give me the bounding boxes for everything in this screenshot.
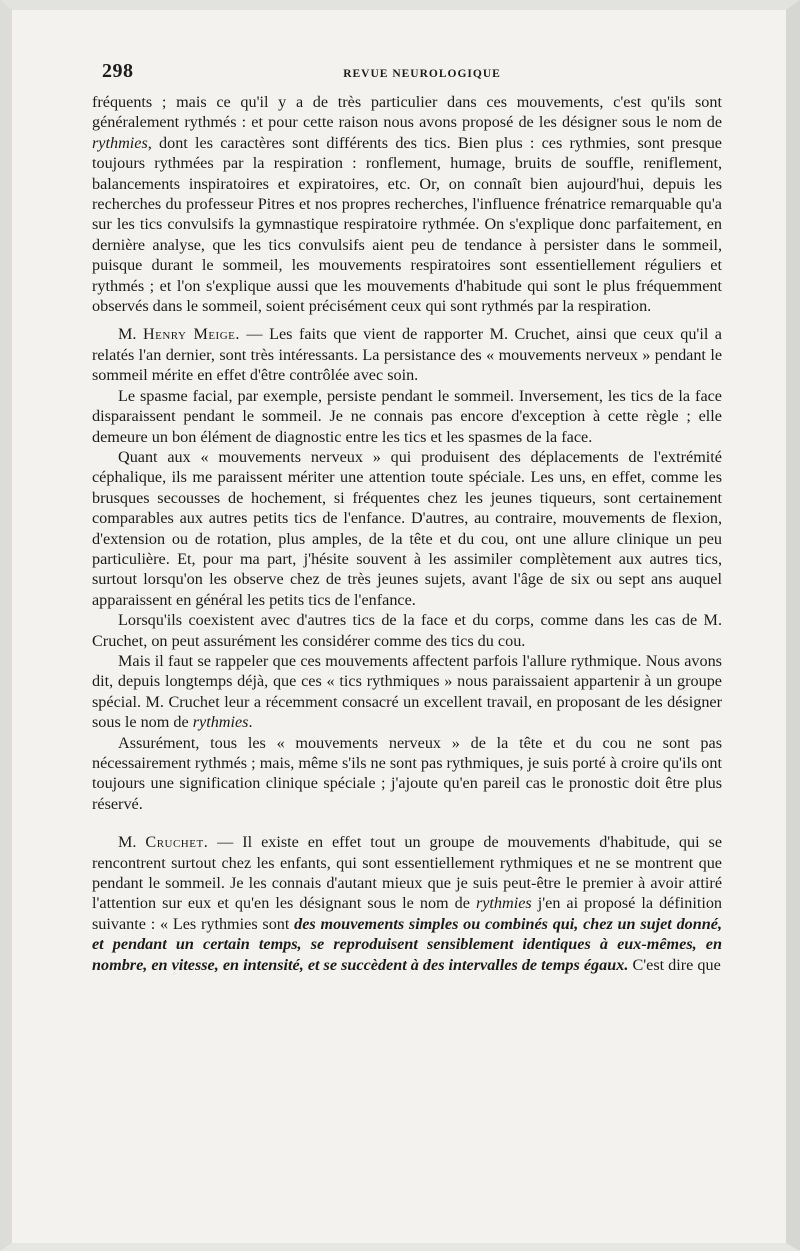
speaker-name-meige: Henry Meige. <box>142 325 240 344</box>
paragraph-rythmique <box>92 651 722 733</box>
paragraph-8-part-a: — Il existe en effet tout un groupe de mouvements d'habitude, qui se rencontrent surtout chez les enfants, qui sont essentiellement rythmiques et ne se montrent que pendant le sommeil. Je les connais d'autant mieux que je suis peut-être le premier à avoir attiré l'attention sur eux et qu'en les désignant sous le nom de <box>92 833 723 913</box>
paragraph-8-part-e: C'est dire que <box>628 955 721 974</box>
paragraph-6-part-a: Mais il faut se rappeler que ces mouvements affectent parfois l'allure rythmique. Nous avons dit, depuis longtemps déjà, que ces « tics rythmiques » nous paraissaient appartenir à un groupe spécial. M. Cruchet leur a récemment consacré un excellent travail, en proposant de les désigner sous le nom de <box>92 651 722 732</box>
speaker-title: M. <box>118 325 137 344</box>
paragraph-1-part-c: , dont les caractères sont différents des tics. Bien plus : ces rythmies, sont presque toujours rythmées par la respiration : ronflement, humage, bruits de souffle, reniflement, balancements inspiratoires et expiratoires, etc. Or, on connaît bien aujourd'hui, depuis les recherches du professeur Pitres et nos propres recherches, l'influence frénatrice remarquable qu'a sur les tics convulsifs la gymnastique respiratoire rythmée. On s'explique donc parfaitement, en dernière analyse, que les tics convulsifs aient peu de tendance à persister dans le sommeil, puisque durant le sommeil, les mouvements respiratoires sont essentiellement réguliers et rythmés ; et l'on s'explique aussi que les mouvements d'habitude qui sont le plus fréquemment observés dans le sommeil, soient précisément ceux qui sont rythmés par la respiration. <box>92 133 722 316</box>
paragraph-1-part-a: fréquents ; mais ce qu'il y a de très particulier dans ces mouvements, c'est qu'ils sont généralement rythmés : et pour cette raison nous avons proposé de les désigner sous le nom de <box>92 93 722 132</box>
paragraph-6-term: rythmies <box>192 713 249 732</box>
paragraph-quant-aux: Quant aux « mouvements nerveux » qui produisent des déplacements de l'extrémité céphalique, ils me paraissent mériter une attention toute spéciale. Les uns, en effet, comme les brusques secousses de hochement, si fréquentes chez les jeunes tiqueurs, sont certainement comparables aux autres petits tics de l'enfance. D'autres, au contraire, mouvements de flexion, d'extension ou de rotation, plus amples, de la tête et du cou, ont une allure clinique un peu particulière. Et, pour ma part, j'hésite souvent à les assimiler complètement aux autres tics, surtout lorsqu'on les observe chez de très jeunes sujets, avant l'âge de six ou sept ans auquel apparaissent en général les petits tics de l'enfance. <box>92 447 722 609</box>
paragraph-8-term: rythmies <box>475 894 532 913</box>
paragraph-meige-text: — Les faits que vient de rapporter M. Cruchet, ainsi que ceux qu'il a relatés l'an dernier, sont très intéressants. La persistance des « mouvements nerveux » pendant le sommeil mérite en effet d'être contrôlée avec soin. <box>92 325 722 385</box>
document-page <box>92 52 722 1212</box>
paragraph-6-part-c: . <box>248 713 253 732</box>
running-head <box>92 52 722 92</box>
paragraph-cruchet <box>92 832 722 975</box>
paragraph-coexistent: Lorsqu'ils coexistent avec d'autres tics de la face et du corps, comme dans les cas de M. Cruchet, on peut assurément les considérer comme des tics du cou. <box>92 611 722 650</box>
paragraph-meige-intro <box>92 324 722 385</box>
paragraph-8-part-c: j'en ai proposé la définition suivante : « Les rythmies sont <box>92 894 723 933</box>
paragraph-1 <box>92 92 722 316</box>
paragraph-8-definition: des mouvements simples ou combinés qui, chez un sujet donné, et pendant un certain temps, se reproduisent sensiblement identiques à eux-mêmes, en nombre, en vitesse, en intensité, et se succèdent à des intervalles de temps égaux. <box>92 914 722 974</box>
speaker-title-2: M. <box>118 833 137 852</box>
paragraph-assurement: Assurément, tous les « mouvements nerveux » de la tête et du cou ne sont pas nécessairement rythmés ; mais, même s'ils ne sont pas rythmiques, je suis porté à croire qu'ils ont toujours une signification clinique spéciale ; j'ajoute qu'en pareil cas le pronostic doit être plus réservé. <box>92 733 722 813</box>
journal-title: REVUE NEUROLOGIQUE <box>343 68 501 80</box>
paragraph-1-term: rythmies <box>92 133 148 152</box>
body-text <box>92 92 722 975</box>
speaker-name-cruchet: Cruchet. <box>145 833 209 852</box>
paragraph-spasme: Le spasme facial, par exemple, persiste pendant le sommeil. Inversement, les tics de la face disparaissent pendant le sommeil. Je ne connais pas encore d'exception à cette règle ; elle demeure un bon élément de diagnostic entre les tics et les spasmes de la face. <box>92 386 722 446</box>
page-number: 298 <box>102 60 134 82</box>
